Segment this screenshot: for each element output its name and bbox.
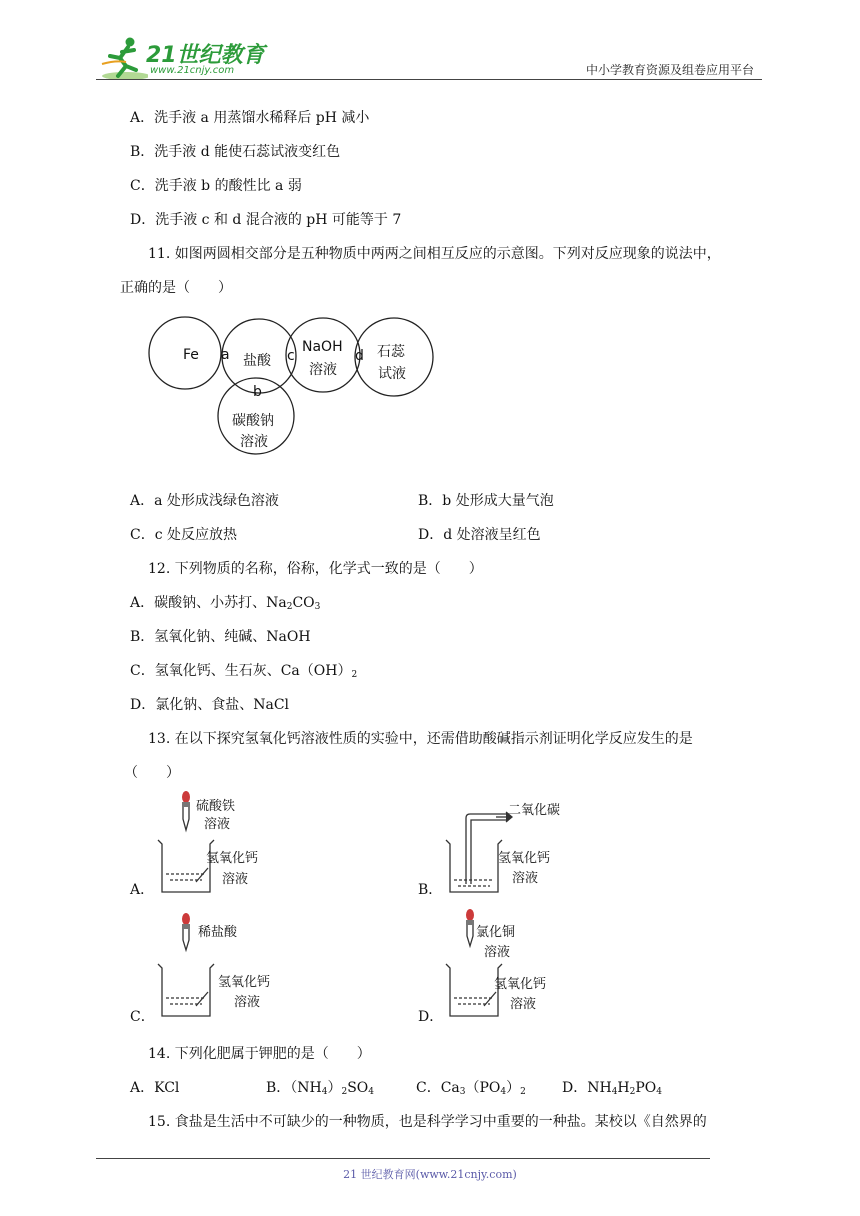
- fe-label: Fe: [183, 347, 199, 363]
- figc-beaker-2: 溶液: [234, 995, 261, 1010]
- q10-option-c: C．洗手液 b 的酸性比 a 弱: [130, 178, 302, 194]
- q12-option-d: D．氯化钠、食盐、NaCl: [130, 697, 290, 713]
- q14-option-c: C．$Ca_3(PO_4)_2$: [416, 1080, 526, 1097]
- q11-option-d: D．d 处溶液呈红色: [418, 527, 541, 543]
- q12-option-a: A．碳酸钠、小苏打、$Na_2CO_3$: [130, 595, 321, 612]
- q11-reaction-diagram: [148, 308, 438, 458]
- c-label: c: [287, 348, 295, 364]
- q11-option-b: B．b 处形成大量气泡: [418, 493, 554, 509]
- b-label: b: [253, 384, 262, 400]
- q10-option-b: B．洗手液 d 能使石蕊试液变红色: [130, 144, 341, 160]
- figb-reagent: 二氧化碳: [508, 803, 561, 818]
- logo-text: 21世纪教育: [146, 43, 265, 68]
- q11-stem: 11. 如图两圆相交部分是五种物质中两两之间相互反应的示意图。下列对反应现象的说法中，: [148, 246, 721, 262]
- q13-figure-a: [148, 788, 288, 900]
- litmus-label-2: 试液: [378, 366, 406, 382]
- site-logo: [96, 36, 266, 82]
- na2co3-label-1: 碳酸钠: [232, 413, 274, 429]
- figd-beaker-1: 氢氧化钙: [494, 977, 547, 992]
- naoh-label-2: 溶液: [309, 362, 337, 378]
- q12-option-c: C．氢氧化钙、生石灰、$Ca(OH)_2$: [130, 663, 358, 680]
- q12-option-b: B．氢氧化钠、纯碱、NaOH: [130, 629, 311, 645]
- q14-option-d: D．$NH_4H_2PO_4$: [562, 1080, 663, 1097]
- figa-beaker-2: 溶液: [222, 872, 249, 887]
- figd-reagent-1: 氯化铜: [476, 925, 516, 940]
- figc-beaker-1: 氢氧化钙: [218, 975, 271, 990]
- figa-reagent-1: 硫酸铁: [196, 799, 236, 814]
- q11-option-c: C．c 处反应放热: [130, 527, 238, 543]
- hcl-label: 盐酸: [243, 353, 271, 369]
- q12-stem: 12. 下列物质的名称，俗称，化学式一致的是（ ）: [148, 561, 483, 577]
- runner-logo-icon: [96, 36, 148, 82]
- na2co3-label-2: 溶液: [240, 434, 268, 450]
- logo-url: www.21cnjy.com: [150, 65, 235, 76]
- figd-beaker-2: 溶液: [510, 997, 537, 1012]
- q10-option-a: A．洗手液 a 用蒸馏水稀释后 pH 减小: [130, 110, 370, 126]
- q13-figure-d: [436, 906, 576, 1026]
- q14-stem: 14. 下列化肥属于钾肥的是（ ）: [148, 1046, 371, 1062]
- q13-figure-b: [436, 796, 576, 900]
- q10-option-d: D．洗手液 c 和 d 混合液的 pH 可能等于 7: [130, 212, 402, 228]
- q13-option-c: C．: [130, 1009, 155, 1025]
- figa-reagent-2: 溶液: [204, 817, 231, 832]
- figc-reagent: 稀盐酸: [198, 925, 238, 940]
- q13-stem: 13. 在以下探究氢氧化钙溶液性质的实验中，还需借助酸碱指示剂证明化学反应发生的是: [148, 731, 693, 747]
- figb-beaker-2: 溶液: [512, 871, 539, 886]
- d-label: d: [355, 348, 364, 364]
- q14-option-b: B．$(NH_4)_2SO_4$: [266, 1080, 375, 1097]
- q13-option-b: B．: [418, 882, 443, 898]
- q13-figure-c: [148, 910, 288, 1026]
- q13-option-d: D．: [418, 1009, 444, 1025]
- q14-option-a: A．KCl: [130, 1080, 180, 1096]
- figb-beaker-1: 氢氧化钙: [498, 851, 551, 866]
- platform-name: 中小学教育资源及组卷应用平台: [585, 63, 754, 77]
- q13-stem-cont: （ ）: [124, 765, 180, 781]
- q11-option-a: A．a 处形成浅绿色溶液: [130, 493, 279, 509]
- a-label: a: [221, 347, 230, 363]
- q13-option-a: A．: [130, 882, 155, 898]
- naoh-label-1: NaOH: [302, 339, 343, 355]
- page-footer: 21 世纪教育网(www.21cnjy.com): [343, 1168, 517, 1181]
- q11-stem-cont: 正确的是（ ）: [120, 280, 232, 296]
- figd-reagent-2: 溶液: [484, 945, 511, 960]
- header-rule: [96, 79, 762, 80]
- naoh-circle: [286, 318, 360, 392]
- litmus-label-1: 石蕊: [377, 344, 405, 360]
- footer-rule: [96, 1158, 710, 1159]
- figa-beaker-1: 氢氧化钙: [206, 851, 259, 866]
- q15-stem: 15. 食盐是生活中不可缺少的一种物质，也是科学学习中重要的一种盐。某校以《自然界的: [148, 1114, 707, 1130]
